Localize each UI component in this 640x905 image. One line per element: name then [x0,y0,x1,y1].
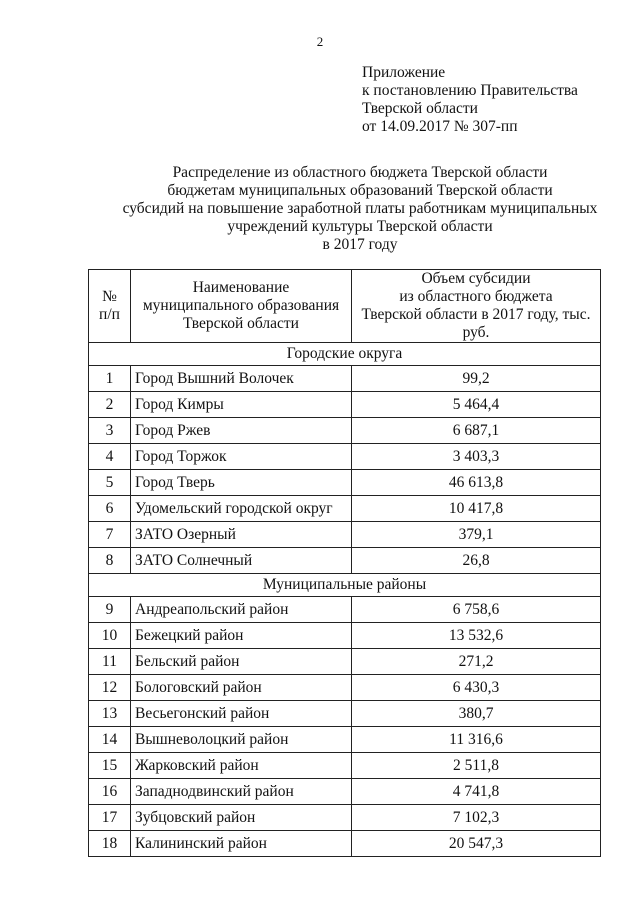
row-name: Зубцовский район [131,805,352,831]
row-name: Жарковский район [131,753,352,779]
table-row [89,496,601,522]
row-amount: 10 417,8 [352,496,601,522]
row-amount: 20 547,3 [352,831,601,857]
row-name: Город Тверь [131,470,352,496]
table-row [89,548,601,574]
row-number: 15 [89,753,131,779]
header-line: из областного бюджета [399,288,553,305]
subsidy-table [88,269,601,857]
row-number: 12 [89,675,131,701]
table-row [89,831,601,857]
row-number: 5 [89,470,131,496]
row-name: Бельский район [131,649,352,675]
row-amount: 6 758,6 [352,597,601,623]
table-row [89,805,601,831]
row-name: ЗАТО Озерный [131,522,352,548]
appendix-line: Приложение [362,64,446,81]
row-number: 6 [89,496,131,522]
group-title: Городские округа [89,343,601,366]
row-name: ЗАТО Солнечный [131,548,352,574]
row-name: Город Кимры [131,392,352,418]
title-line: субсидий на повышение заработной платы работникам муниципальных [122,200,598,217]
header-line: Наименование [192,279,290,296]
row-number: 14 [89,727,131,753]
row-amount: 99,2 [352,366,601,392]
group-header-row [89,343,601,366]
row-amount: 2 511,8 [352,753,601,779]
table-row [89,675,601,701]
table-row [89,418,601,444]
row-name: Город Торжок [131,444,352,470]
appendix-line: к постановлению Правительства [362,82,578,99]
header-line: Тверской области в 2017 году, тыс. руб. [361,306,591,341]
table-row [89,701,601,727]
page-number: 2 [316,34,324,49]
row-amount: 11 316,6 [352,727,601,753]
row-number: 17 [89,805,131,831]
row-amount: 6 430,3 [352,675,601,701]
table-row [89,366,601,392]
appendix-line: Тверской области [362,100,478,117]
row-number: 13 [89,701,131,727]
row-number: 10 [89,623,131,649]
group-header-row [89,574,601,597]
header-name [131,270,352,343]
row-number: 7 [89,522,131,548]
row-amount: 380,7 [352,701,601,727]
row-name: Западнодвинский район [131,779,352,805]
table-row [89,522,601,548]
header-line: Тверской области [183,315,299,332]
row-name: Бологовский район [131,675,352,701]
row-name: Вышневолоцкий район [131,727,352,753]
row-amount: 5 464,4 [352,392,601,418]
row-amount: 26,8 [352,548,601,574]
document-title [80,164,640,254]
row-amount: 46 613,8 [352,470,601,496]
row-amount: 6 687,1 [352,418,601,444]
row-number: 4 [89,444,131,470]
header-line: Объем субсидии [421,270,531,287]
row-amount: 379,1 [352,522,601,548]
table-row [89,779,601,805]
title-line: учреждений культуры Тверской области [227,218,493,235]
table-row [89,470,601,496]
table-row [89,444,601,470]
header-line: п/п [99,306,120,323]
row-name: Бежецкий район [131,623,352,649]
row-name: Город Ржев [131,418,352,444]
row-name: Удомельский городской округ [131,496,352,522]
table-body [89,343,601,857]
table-header-row [89,270,601,343]
row-name: Андреапольский район [131,597,352,623]
row-amount: 7 102,3 [352,805,601,831]
table-row [89,753,601,779]
appendix-line: от 14.09.2017 № 307-пп [362,118,518,135]
group-title: Муниципальные районы [89,574,601,597]
row-number: 16 [89,779,131,805]
table-row [89,597,601,623]
row-number: 8 [89,548,131,574]
row-name: Весьегонский район [131,701,352,727]
row-name: Калининский район [131,831,352,857]
row-amount: 13 532,6 [352,623,601,649]
title-line: в 2017 году [322,236,398,253]
header-line: № [102,288,117,305]
row-number: 9 [89,597,131,623]
header-line: муниципального образования [142,297,340,314]
header-number [89,270,131,343]
title-line: бюджетам муниципальных образований Тверской области [167,182,553,199]
row-number: 1 [89,366,131,392]
row-number: 2 [89,392,131,418]
appendix-block [362,64,578,136]
row-amount: 271,2 [352,649,601,675]
header-amount [352,270,601,343]
row-number: 11 [89,649,131,675]
row-number: 3 [89,418,131,444]
row-amount: 4 741,8 [352,779,601,805]
table-row [89,392,601,418]
row-number: 18 [89,831,131,857]
table-row [89,649,601,675]
row-name: Город Вышний Волочек [131,366,352,392]
title-line: Распределение из областного бюджета Тверской области [172,164,548,181]
row-amount: 3 403,3 [352,444,601,470]
table-row [89,623,601,649]
table-row [89,727,601,753]
